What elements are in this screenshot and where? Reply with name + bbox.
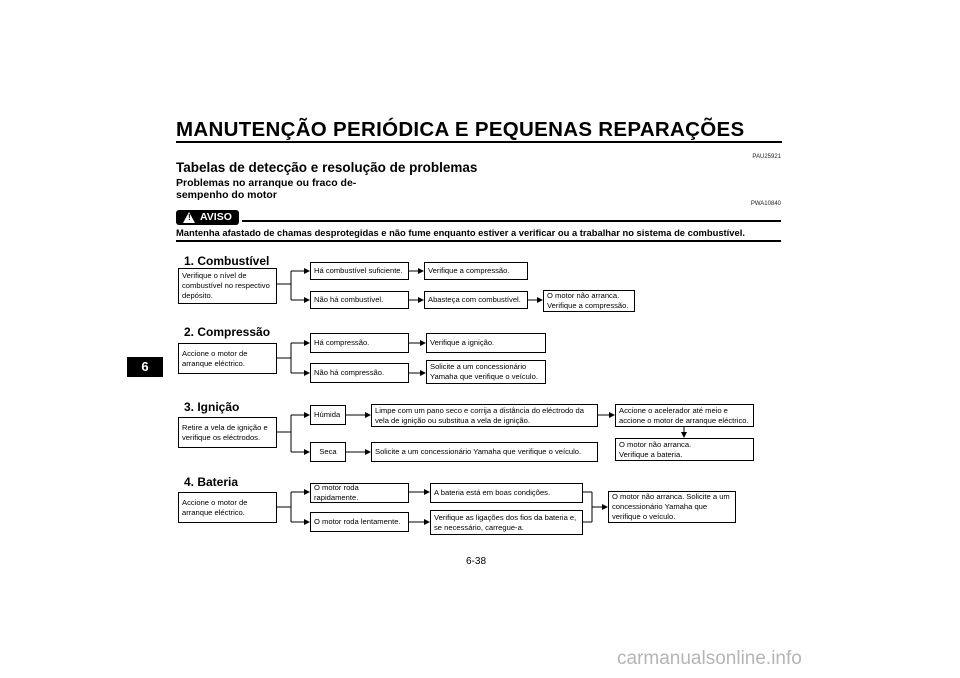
subheading-line-1: Problemas no arranque ou fraco de- (176, 177, 357, 189)
watermark: carmanualsonline.info (617, 648, 802, 669)
section-1-title: 1. Combustível (184, 254, 270, 268)
s3-a-end-box: Accione o acelerador até meio e accione o motor de arranque eléctrico. (615, 404, 754, 427)
section-tab: 6 (127, 357, 163, 377)
section-2-title: 2. Compressão (184, 325, 271, 339)
s2-b-next-box: Solicite a um concessionário Yamaha que verifique o veículo. (426, 360, 546, 384)
section-4-title: 4. Bateria (184, 475, 239, 489)
s3-branch-a-box: Húmida (310, 405, 346, 425)
aviso-label: AVISO (200, 211, 232, 223)
s1-branch-b-box: Não há combustível. (310, 291, 409, 309)
s1-branch-a-box: Há combustível suficiente. (310, 262, 409, 280)
warning-text: Mantenha afastado de chamas desprotegidas e não fume enquanto estiver a verificar ou a trabalhar no sistema de combustível. (176, 227, 745, 238)
s4-b-next-box: Verifique as ligações dos fios da bateria e, se necessário, carregue-a. (430, 510, 583, 535)
s3-a-next-box: Limpe com um pano seco e corrija a distância do eléctrodo da vela de ignição ou substitua a vela de ignição. (371, 404, 598, 427)
s1-b-next-box: Abasteça com combustível. (424, 291, 528, 309)
s4-end-box: O motor não arranca. Solicite a um concessionário Yamaha que verifique o veículo. (608, 491, 736, 523)
s4-a-next-box: A bateria está em boas condições. (430, 483, 583, 503)
s3-start-box: Retire a vela de ignição e verifique os eléctrodos. (178, 417, 277, 448)
section-heading: Tabelas de detecção e resolução de problemas (176, 160, 478, 175)
section-3-title: 3. Ignição (184, 400, 240, 414)
subheading-line-2: sempenho do motor (176, 189, 277, 201)
aviso-badge: ! AVISO (176, 210, 239, 225)
page-header-title: MANUTENÇÃO PERIÓDICA E PEQUENAS REPARAÇÕES (176, 118, 745, 141)
s4-branch-b-box: O motor roda lentamente. (310, 512, 409, 532)
s3-b-next-box: Solicite a um concessionário Yamaha que verifique o veículo. (371, 442, 598, 462)
s2-branch-b-box: Não há compressão. (310, 363, 409, 383)
warning-code: PWA10840 (750, 201, 781, 207)
s1-b-end-box: O motor não arranca. Verifique a compressão. (543, 290, 635, 312)
s2-a-next-box: Verifique a ignição. (426, 333, 546, 353)
s1-start-box: Verifique o nível de combustível no respectivo depósito. (178, 268, 277, 304)
s4-branch-a-box: O motor roda rapidamente. (310, 483, 409, 503)
s3-branch-b-box: Seca (310, 442, 346, 462)
page-number: 6-38 (466, 556, 487, 567)
s1-a-next-box: Verifique a compressão. (424, 262, 528, 280)
reference-code: PAU25921 (752, 154, 781, 160)
s2-start-box: Accione o motor de arranque eléctrico. (178, 343, 277, 374)
s4-start-box: Accione o motor de arranque eléctrico. (178, 492, 277, 523)
s2-branch-a-box: Há compressão. (310, 333, 409, 353)
s3-a-end2-box: O motor não arranca. Verifique a bateria. (615, 438, 754, 461)
